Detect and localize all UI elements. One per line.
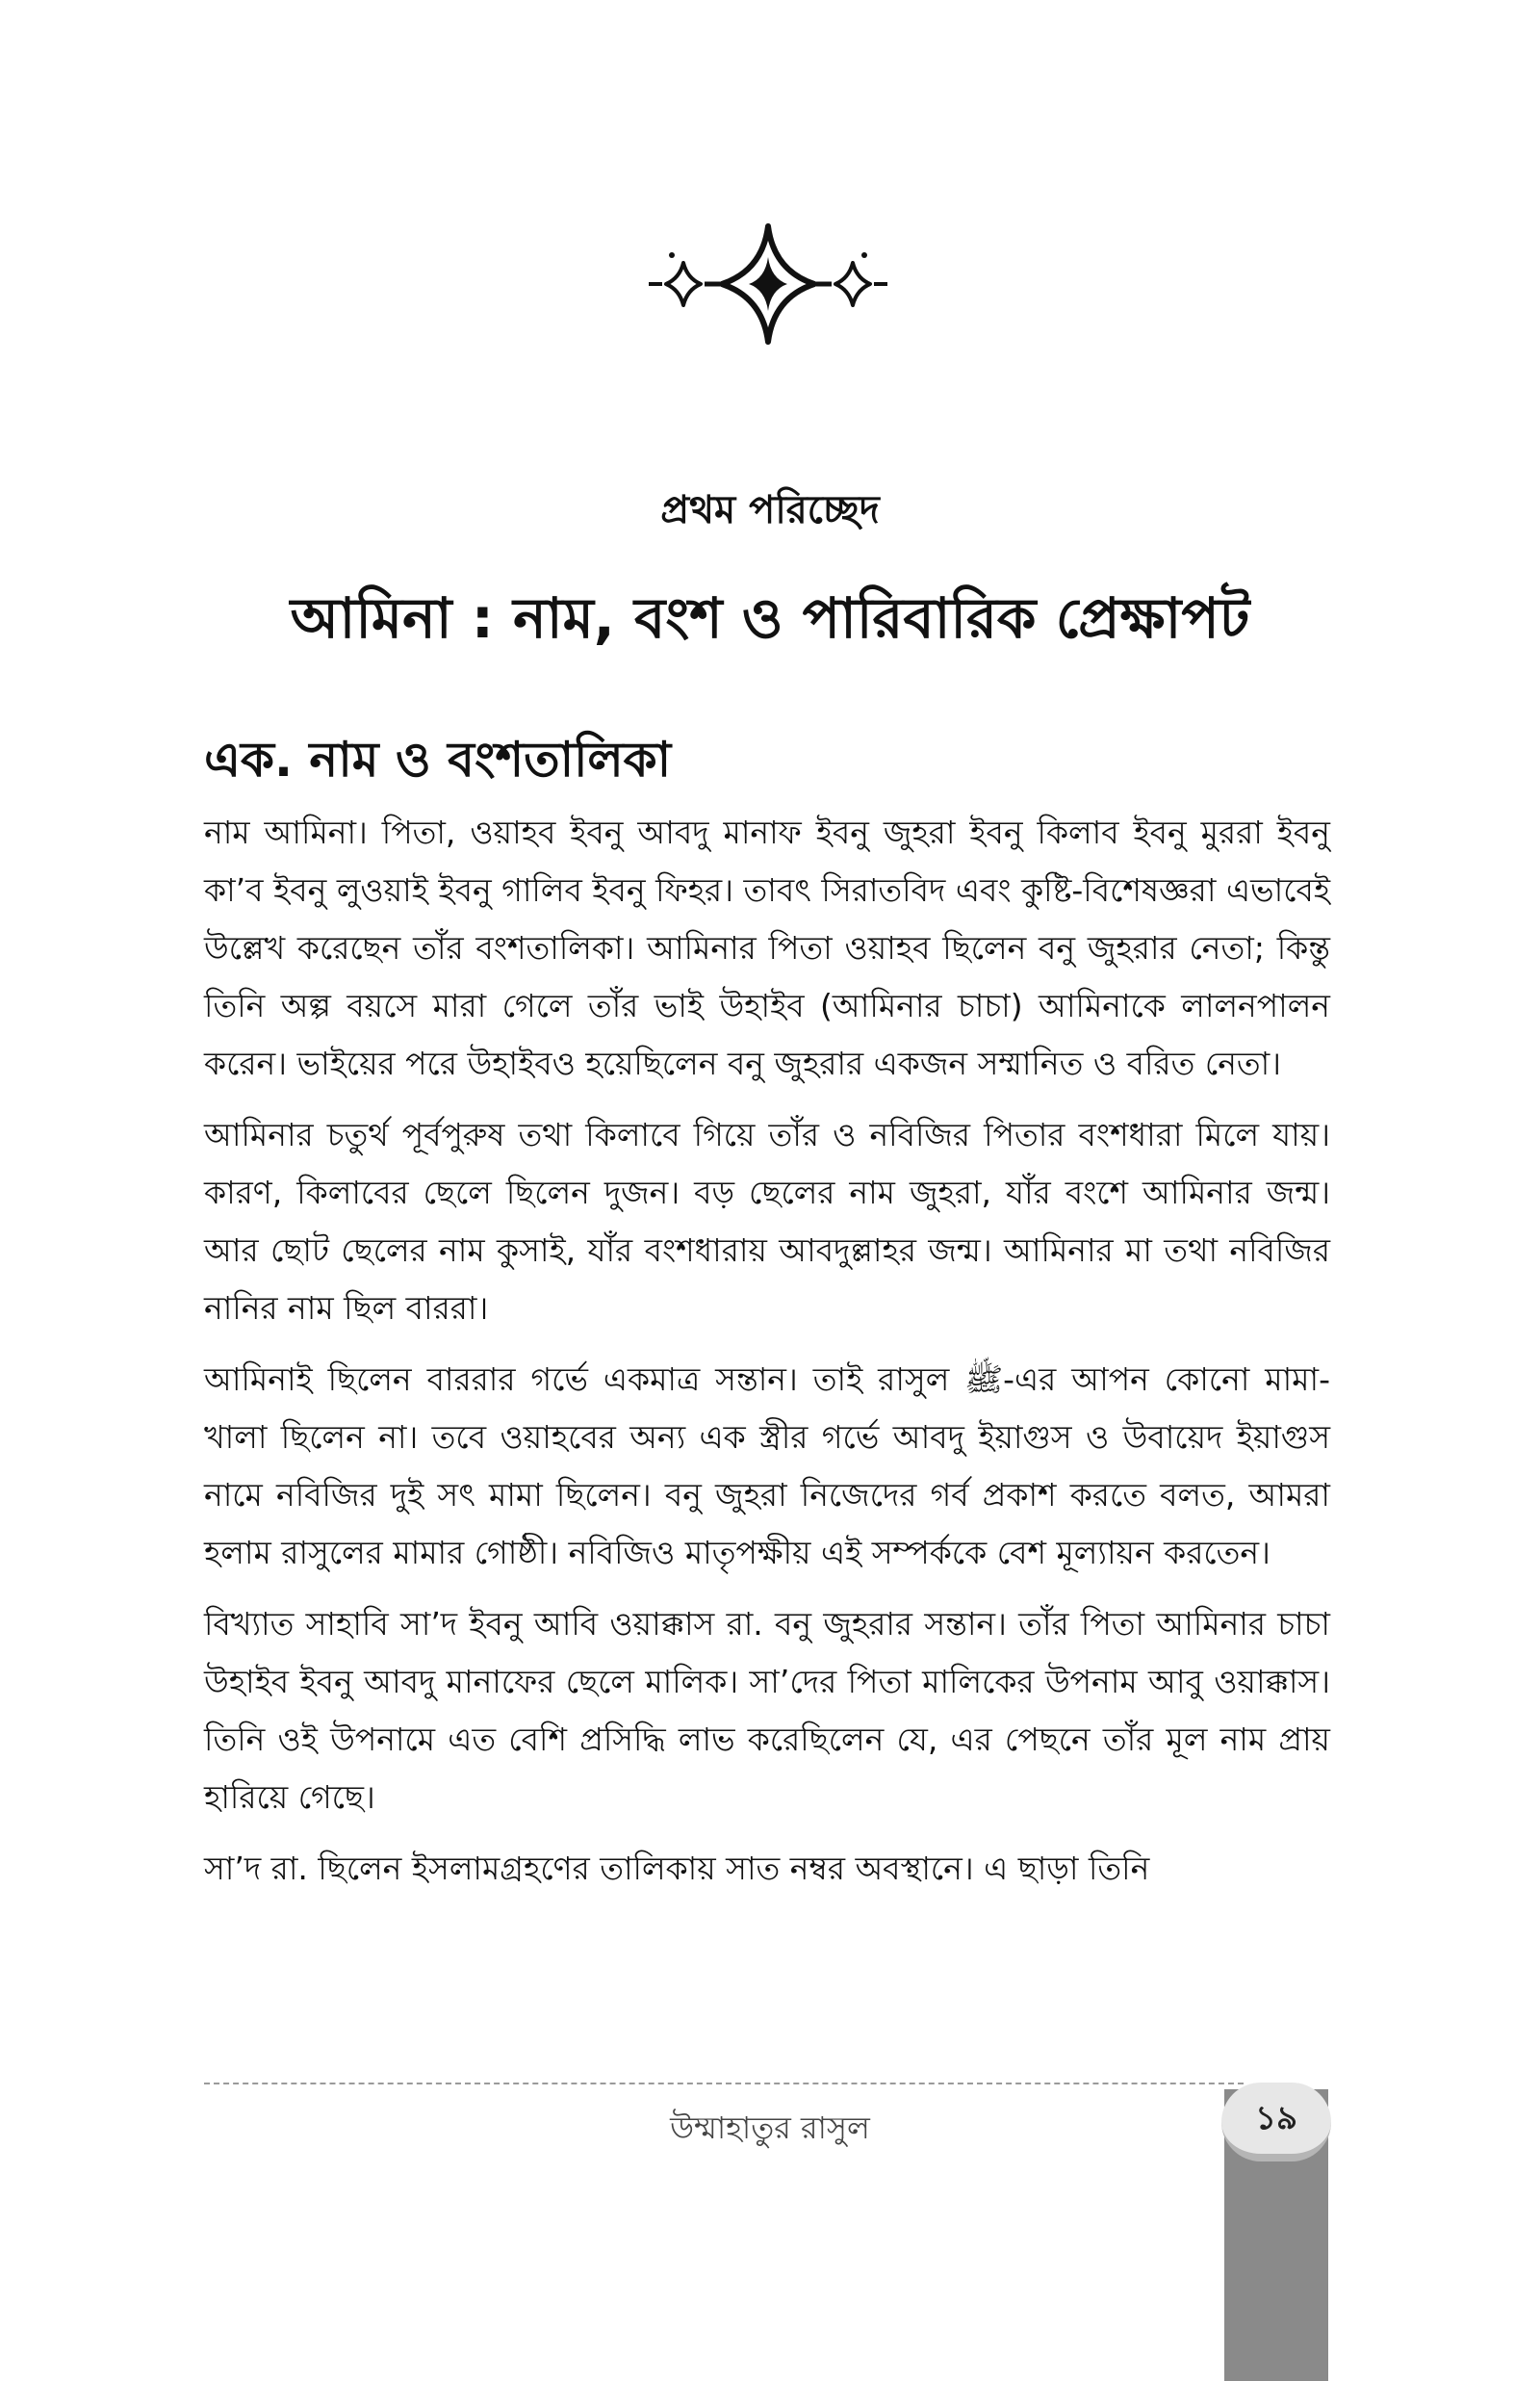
paragraph: সা’দ রা. ছিলেন ইসলামগ্রহণের তালিকায় সাত নম্বর অবস্থানে। এ ছাড়া তিনি: [204, 1850, 1150, 1887]
footer-book-title: উম্মাহাতুর রাসুল: [670, 2109, 870, 2146]
chapter-title: আমিনা : নাম, বংশ ও পারিবারিক প্রেক্ষাপট: [290, 585, 1250, 651]
paragraph: আমিনার চতুর্থ পূর্বপুরুষ তথা কিলাবে গিয়ে তাঁর ও নবিজির পিতার বংশধারা মিলে যায়। কারণ, কিলাবের ছেলে ছিলেন দুজন। বড় ছেলের নাম জুহরা, যাঁর বংশে আমিনার জন্ম। আর ছোট ছেলের নাম কুসাই, যাঁর বংশধারায় আবদুল্লাহর জন্ম। আমিনার মা তথা নবিজির নানির নাম ছিল বাররা।: [204, 1116, 1330, 1327]
paragraph: বিখ্যাত সাহাবি সা’দ ইবনু আবি ওয়াক্কাস রা. বনু জুহরার সন্তান। তাঁর পিতা আমিনার চাচা উহাইব ইবনু আবদু মানাফের ছেলে মালিক। সা’দের পিতা মালিকের উপনাম আবু ওয়াক্কাস। তিনি ওই উপনামে এত বেশি প্রসিদ্ধি লাভ করেছিলেন যে, এর পেছনে তাঁর মূল নাম প্রায় হারিয়ে গেছে।: [204, 1605, 1330, 1816]
star-ornament-icon: [643, 217, 893, 351]
section-heading: এক. নাম ও বংশতালিকা: [204, 732, 672, 788]
chapter-label: প্রথম পরিচ্ছেদ: [660, 488, 880, 532]
paragraph: আমিনাই ছিলেন বাররার গর্ভে একমাত্র সন্তান। তাই রাসুল ﷺ-এর আপন কোনো মামা-খালা ছিলেন না। তবে ওয়াহবের অন্য এক স্ত্রীর গর্ভে আবদু ইয়াগুস ও উবায়েদ ইয়াগুস নামে নবিজির দুই সৎ মামা ছিলেন। বনু জুহরা নিজেদের গর্ব প্রকাশ করতে বলত, আমরা হলাম রাসুলের মামার গোষ্ঠী। নবিজিও মাতৃপক্ষীয় এই সম্পর্ককে বেশ মূল্যায়ন করতেন।: [204, 1360, 1330, 1571]
footer-divider: [204, 2083, 1244, 2084]
paragraph: নাম আমিনা। পিতা, ওয়াহব ইবনু আবদু মানাফ ইবনু জুহরা ইবনু কিলাব ইবনু মুররা ইবনু কা’ব ইবনু লুওয়াই ইবনু গালিব ইবনু ফিহর। তাবৎ সিরাতবিদ এবং কুষ্টি-বিশেষজ্ঞরা এভাবেই উল্লেখ করেছেন তাঁর বংশতালিকা। আমিনার পিতা ওয়াহব ছিলেন বনু জুহরার নেতা; কিন্তু তিনি অল্প বয়সে মারা গেলে তাঁর ভাই উহাইব (আমিনার চাচা) আমিনাকে লালনপালন করেন। ভাইয়ের পরে উহাইবও হয়েছিলেন বনু জুহরার একজন সম্মানিত ও বরিত নেতা।: [204, 814, 1330, 1082]
page-number: ১৯: [1221, 2083, 1331, 2161]
body-text: [204, 804, 1330, 1911]
